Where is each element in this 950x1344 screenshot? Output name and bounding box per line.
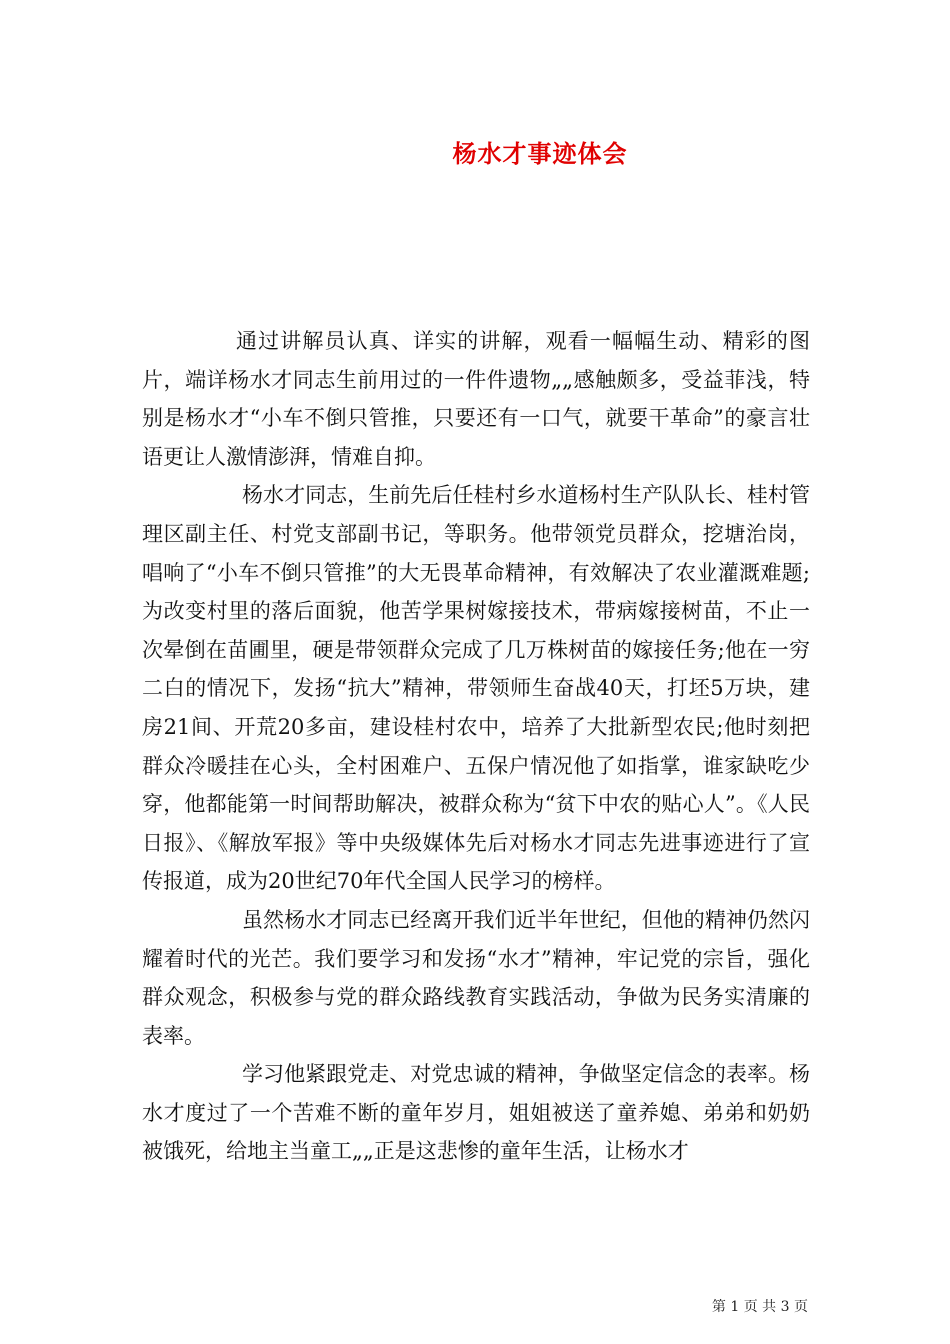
paragraph-1: 通过讲解员认真、详实的讲解，观看一幅幅生动、精彩的图片，端详杨水才同志生前用过的一件件遗物„„感触颇多，受益菲浅，特别是杨水才“小车不倒只管推，只要还有一口气，就要干革命”的豪言壮语更让人激情澎湃，情难自抑。 (142, 329, 810, 469)
paragraph-2: 杨水才同志，生前先后任桂村乡水道杨村生产队队长、桂村管理区副主任、村党支部副书记，等职务。他带领党员群众，挖塘治岗，唱响了“小车不倒只管推”的大无畏革命精神，有效解决了农业灌溉难题;为改变村里的落后面貌，他苦学果树嫁接技术，带病嫁接树苗，不止一次晕倒在苗圃里，硬是带领群众完成了几万株树苗的嫁接任务;他在一穷二白的情况下，发扬“抗大”精神，带领师生奋战40天，打坯5万块，建房21间、开荒20多亩，建设桂村农中，培养了大批新型农民;他时刻把群众冷暖挂在心头，全村困难户、五保户情况他了如指掌，谁家缺吃少穿，他都能第一时间帮助解决，被群众称为“贫下中农的贴心人”。《人民日报》、《解放军报》等中央级媒体先后对杨水才同志先进事迹进行了宣传报道，成为20世纪70年代全国人民学习的榜样。 (142, 483, 810, 894)
paragraph-4: 学习他紧跟党走、对党忠诚的精神，争做坚定信念的表率。杨水才度过了一个苦难不断的童年岁月，姐姐被送了童养媳、弟弟和奶奶被饿死，给地主当童工„„正是这悲惨的童年生活，让杨水才 (142, 1062, 810, 1164)
document-title: 杨水才事迹体会 (452, 139, 628, 168)
paragraph-3: 虽然杨水才同志已经离开我们近半年世纪，但他的精神仍然闪耀着时代的光芒。我们要学习和发扬“水才”精神，牢记党的宗旨，强化群众观念，积极参与党的群众路线教育实践活动，争做为民务实清廉的表率。 (142, 907, 810, 1048)
document-body (142, 322, 810, 1171)
page-number-footer: 第 1 页 共 3 页 (711, 1299, 808, 1315)
